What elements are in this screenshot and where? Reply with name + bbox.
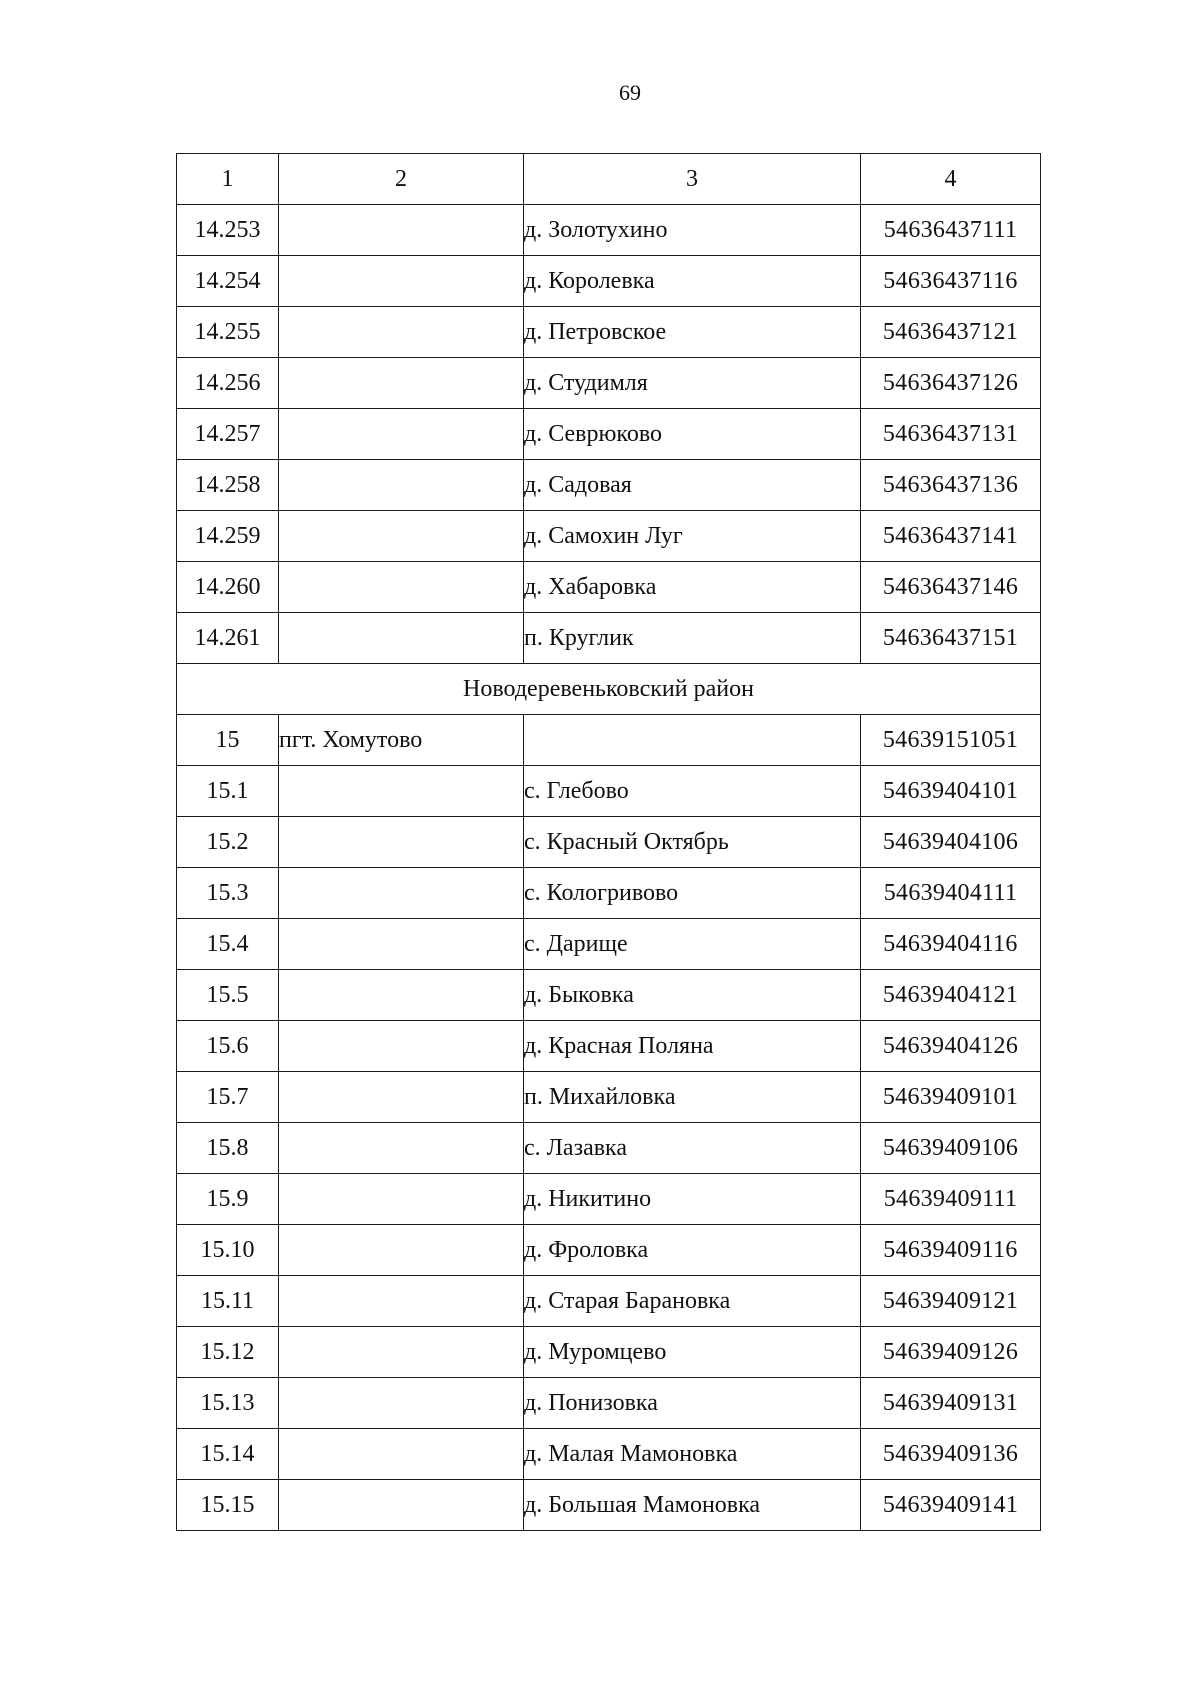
- page-number: 69: [619, 80, 641, 105]
- settlement-center-cell: [279, 307, 524, 358]
- oktmo-code-cell: 54639404111: [861, 868, 1041, 919]
- oktmo-code-cell: 54639409136: [861, 1429, 1041, 1480]
- settlement-name-cell: д. Королевка: [524, 256, 861, 307]
- settlement-name-cell: с. Дарище: [524, 919, 861, 970]
- settlement-center-cell: [279, 1378, 524, 1429]
- table-row: [177, 1429, 1041, 1480]
- row-number-cell: 14.258: [177, 460, 279, 511]
- table-row: [177, 1327, 1041, 1378]
- settlement-name-cell: д. Муромцево: [524, 1327, 861, 1378]
- oktmo-code-cell: 54636437146: [861, 562, 1041, 613]
- oktmo-code-cell: 54636437151: [861, 613, 1041, 664]
- row-number-cell: 15.4: [177, 919, 279, 970]
- oktmo-code-cell: 54639409141: [861, 1480, 1041, 1531]
- settlement-center-cell: [279, 1429, 524, 1480]
- settlement-name-cell: д. Красная Поляна: [524, 1021, 861, 1072]
- row-number-cell: 14.260: [177, 562, 279, 613]
- oktmo-code-cell: 54639409126: [861, 1327, 1041, 1378]
- row-number-cell: 15.1: [177, 766, 279, 817]
- settlement-center-cell: [279, 358, 524, 409]
- row-number-cell: 15.3: [177, 868, 279, 919]
- oktmo-code-cell: 54639404126: [861, 1021, 1041, 1072]
- settlement-name-cell: д. Хабаровка: [524, 562, 861, 613]
- settlements-table: [176, 153, 1041, 1531]
- oktmo-code-cell: 54636437116: [861, 256, 1041, 307]
- oktmo-code-cell: 54639404116: [861, 919, 1041, 970]
- oktmo-code-cell: 54639404106: [861, 817, 1041, 868]
- row-number-cell: 15.5: [177, 970, 279, 1021]
- settlement-center-cell: [279, 511, 524, 562]
- row-number-cell: 15.9: [177, 1174, 279, 1225]
- table-body: [177, 154, 1041, 1531]
- settlement-center-cell: [279, 1480, 524, 1531]
- oktmo-code-cell: 54639409121: [861, 1276, 1041, 1327]
- settlement-name-cell: с. Глебово: [524, 766, 861, 817]
- settlement-center-cell: [279, 256, 524, 307]
- settlement-center-cell: [279, 460, 524, 511]
- table-row: [177, 868, 1041, 919]
- table-row: [177, 358, 1041, 409]
- header-cell-2: 2: [279, 154, 524, 205]
- row-number-cell: 14.254: [177, 256, 279, 307]
- oktmo-code-cell: 54636437131: [861, 409, 1041, 460]
- settlement-center-cell: [279, 205, 524, 256]
- oktmo-code-cell: 54639409116: [861, 1225, 1041, 1276]
- oktmo-code-cell: 54639151051: [861, 715, 1041, 766]
- oktmo-code-cell: 54639404101: [861, 766, 1041, 817]
- settlement-center-cell: [279, 919, 524, 970]
- table-row: [177, 1225, 1041, 1276]
- row-number-cell: 15.10: [177, 1225, 279, 1276]
- settlement-name-cell: д. Петровское: [524, 307, 861, 358]
- row-number-cell: 15.13: [177, 1378, 279, 1429]
- settlement-name-cell: п. Круглик: [524, 613, 861, 664]
- oktmo-code-cell: 54636437136: [861, 460, 1041, 511]
- oktmo-code-cell: 54639409106: [861, 1123, 1041, 1174]
- table-row: [177, 409, 1041, 460]
- row-number-cell: 15.7: [177, 1072, 279, 1123]
- table-row: [177, 919, 1041, 970]
- table-row: [177, 613, 1041, 664]
- row-number-cell: 15: [177, 715, 279, 766]
- row-number-cell: 15.12: [177, 1327, 279, 1378]
- settlement-center-cell: [279, 1174, 524, 1225]
- settlement-name-cell: п. Михайловка: [524, 1072, 861, 1123]
- settlement-name-cell: [524, 715, 861, 766]
- row-number-cell: 15.14: [177, 1429, 279, 1480]
- settlement-name-cell: д. Самохин Луг: [524, 511, 861, 562]
- oktmo-code-cell: 54636437121: [861, 307, 1041, 358]
- row-number-cell: 15.6: [177, 1021, 279, 1072]
- header-cell-3: 3: [524, 154, 861, 205]
- settlement-center-cell: [279, 817, 524, 868]
- settlement-center-cell: [279, 1123, 524, 1174]
- settlement-name-cell: д. Понизовка: [524, 1378, 861, 1429]
- oktmo-code-cell: 54639409101: [861, 1072, 1041, 1123]
- header-cell-4: 4: [861, 154, 1041, 205]
- settlement-name-cell: с. Красный Октябрь: [524, 817, 861, 868]
- table-row: [177, 1174, 1041, 1225]
- settlement-name-cell: д. Севрюково: [524, 409, 861, 460]
- settlement-name-cell: с. Кологривово: [524, 868, 861, 919]
- oktmo-code-cell: 54636437141: [861, 511, 1041, 562]
- settlement-center-cell: [279, 1327, 524, 1378]
- oktmo-code-cell: 54639409131: [861, 1378, 1041, 1429]
- header-cell-1: 1: [177, 154, 279, 205]
- settlement-name-cell: д. Фроловка: [524, 1225, 861, 1276]
- row-number-cell: 14.253: [177, 205, 279, 256]
- row-number-cell: 15.2: [177, 817, 279, 868]
- row-number-cell: 15.15: [177, 1480, 279, 1531]
- table-row: [177, 1480, 1041, 1531]
- settlement-name-cell: д. Малая Мамоновка: [524, 1429, 861, 1480]
- table-row: [177, 256, 1041, 307]
- table-row: [177, 1123, 1041, 1174]
- row-number-cell: 14.259: [177, 511, 279, 562]
- settlement-name-cell: д. Студимля: [524, 358, 861, 409]
- settlement-center-cell: [279, 562, 524, 613]
- settlement-name-cell: д. Старая Барановка: [524, 1276, 861, 1327]
- settlement-name-cell: д. Большая Мамоновка: [524, 1480, 861, 1531]
- row-number-cell: 15.11: [177, 1276, 279, 1327]
- header-row: [177, 154, 1041, 205]
- settlement-name-cell: д. Садовая: [524, 460, 861, 511]
- table-row: [177, 205, 1041, 256]
- table-row: [177, 715, 1041, 766]
- row-number-cell: 15.8: [177, 1123, 279, 1174]
- table-row: [177, 817, 1041, 868]
- table-row: [177, 1276, 1041, 1327]
- settlement-name-cell: д. Никитино: [524, 1174, 861, 1225]
- section-title: Новодеревеньковский район: [177, 664, 1041, 715]
- row-number-cell: 14.256: [177, 358, 279, 409]
- oktmo-code-cell: 54639409111: [861, 1174, 1041, 1225]
- table-row: [177, 1021, 1041, 1072]
- oktmo-code-cell: 54636437111: [861, 205, 1041, 256]
- row-number-cell: 14.255: [177, 307, 279, 358]
- settlement-center-cell: [279, 409, 524, 460]
- settlement-name-cell: д. Быковка: [524, 970, 861, 1021]
- settlement-name-cell: с. Лазавка: [524, 1123, 861, 1174]
- table-row: [177, 307, 1041, 358]
- settlement-name-cell: д. Золотухино: [524, 205, 861, 256]
- oktmo-code-cell: 54636437126: [861, 358, 1041, 409]
- table-row: [177, 766, 1041, 817]
- settlement-center-cell: [279, 1021, 524, 1072]
- settlement-center-cell: [279, 970, 524, 1021]
- settlement-center-cell: [279, 1072, 524, 1123]
- row-number-cell: 14.257: [177, 409, 279, 460]
- settlement-center-cell: [279, 1225, 524, 1276]
- oktmo-code-cell: 54639404121: [861, 970, 1041, 1021]
- table-row: [177, 511, 1041, 562]
- settlement-center-cell: [279, 1276, 524, 1327]
- settlement-center-cell: [279, 868, 524, 919]
- table-row: [177, 1072, 1041, 1123]
- table-row: [177, 562, 1041, 613]
- settlement-center-cell: [279, 766, 524, 817]
- table-row: [177, 460, 1041, 511]
- section-row: [177, 664, 1041, 715]
- settlement-center-cell: пгт. Хомутово: [279, 715, 524, 766]
- table-row: [177, 970, 1041, 1021]
- settlement-center-cell: [279, 613, 524, 664]
- row-number-cell: 14.261: [177, 613, 279, 664]
- table-row: [177, 1378, 1041, 1429]
